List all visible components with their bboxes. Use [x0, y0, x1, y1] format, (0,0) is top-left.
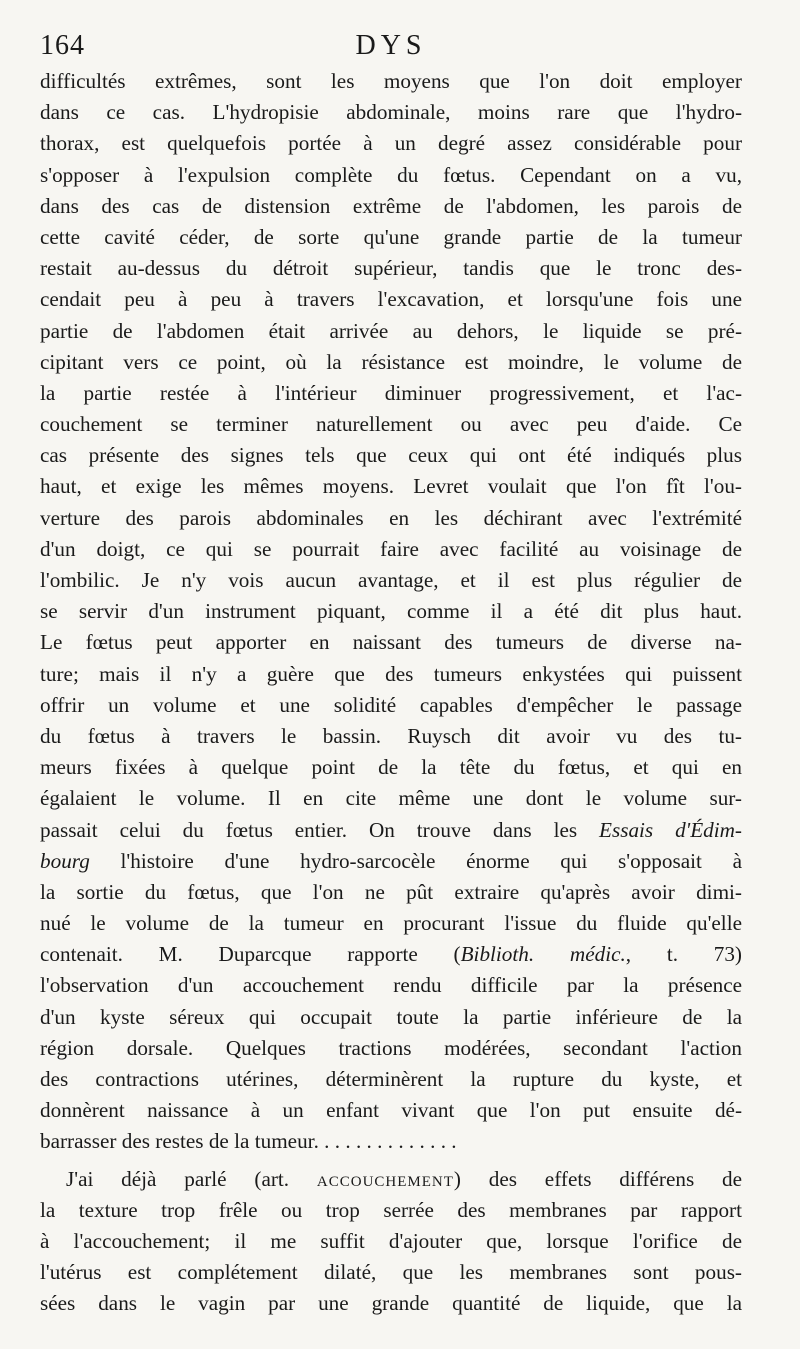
text-line: verture des parois abdominales en les déchirant avec l'extrémité: [40, 505, 742, 530]
text-line: bourg l'histoire d'une hydro-sarcocèle énorme qui s'opposait à: [40, 848, 742, 873]
text-line: à l'accouchement; il me suffit d'ajouter que, lorsque l'orifice de: [40, 1228, 742, 1253]
text-line: J'ai déjà parlé (art. accouchement) des effets différens de: [66, 1166, 742, 1191]
text-line: restait au-dessus du détroit supérieur, tandis que le tronc des-: [40, 256, 742, 281]
text-line: d'un doigt, ce qui se pourrait faire avec facilité au voisinage de: [40, 536, 742, 561]
text-line: s'opposer à l'expulsion complète du fœtus. Cependant on a vu,: [40, 162, 742, 187]
text-line: Le fœtus peut apporter en naissant des tumeurs de diverse na-: [40, 630, 742, 655]
text-line: difficultés extrêmes, sont les moyens que l'on doit employer: [40, 69, 742, 93]
text-line: l'ombilic. Je n'y vois aucun avantage, et il est plus régulier de: [40, 568, 742, 592]
text-line: la sortie du fœtus, que l'on ne pût extraire qu'après avoir dimi-: [40, 879, 742, 904]
italic-text: Essais d'Édim-: [599, 817, 742, 842]
text-line: l'utérus est complétement dilaté, que les membranes sont pous-: [40, 1260, 742, 1285]
text-line: égalaient le volume. Il en cite même une dont le volume sur-: [40, 786, 742, 811]
text-line: haut, et exige les mêmes moyens. Levret voulait que l'on fît l'ou-: [40, 474, 742, 499]
italic-text: Biblioth. médic.: [460, 942, 626, 967]
text-line: ture; mais il n'y a guère que des tumeurs enkystées qui puissent: [40, 661, 742, 686]
text-line: cipitant vers ce point, où la résistance est moindre, le volume de: [40, 349, 742, 374]
text-line: dans des cas de distension extrême de l'abdomen, les parois de: [40, 193, 742, 218]
text-line: se servir d'un instrument piquant, comme il a été dit plus haut.: [40, 599, 742, 624]
running-head: DYS: [355, 30, 427, 61]
text-line: meurs fixées à quelque point de la tête du fœtus, et qui en: [40, 755, 742, 780]
paragraph-2: [40, 1164, 742, 1320]
text-line: l'observation d'un accouchement rendu difficile par la présence: [40, 973, 742, 998]
text-line: barrasser des restes de la tumeur. . . . . . . . . . . . . .: [40, 1129, 457, 1154]
text-line: sées dans le vagin par une grande quantité de liquide, que la: [40, 1291, 742, 1316]
paragraph-1: [40, 66, 742, 1158]
text-line: partie de l'abdomen était arrivée au dehors, le liquide se pré-: [40, 318, 742, 343]
text-line: du fœtus à travers le bassin. Ruysch dit avoir vu des tu-: [40, 723, 742, 748]
text-line: donnèrent naissance à un enfant vivant que l'on put ensuite dé-: [40, 1098, 742, 1123]
page-number: 164: [40, 30, 85, 61]
text-line: d'un kyste séreux qui occupait toute la partie inférieure de la: [40, 1004, 742, 1029]
text-line: la partie restée à l'intérieur diminuer progressivement, et l'ac-: [40, 380, 742, 405]
page-body: [40, 66, 742, 1320]
cross-reference: accouchement: [316, 1166, 454, 1191]
text-line: thorax, est quelquefois portée à un degré assez considérable pour: [40, 131, 742, 156]
text-line: offrir un volume et une solidité capables d'empêcher le passage: [40, 692, 742, 717]
text-line: cendait peu à peu à travers l'excavation, et lorsqu'une fois une: [40, 287, 742, 312]
text-line: passait celui du fœtus entier. On trouve dans les Essais d'Édim-: [40, 817, 742, 842]
text-line: la texture trop frêle ou trop serrée des membranes par rapport: [40, 1197, 742, 1222]
text-line: nué le volume de la tumeur en procurant l'issue du fluide qu'elle: [40, 911, 742, 936]
text-line: des contractions utérines, déterminèrent la rupture du kyste, et: [40, 1067, 742, 1091]
text-line: cas présente des signes tels que ceux qui ont été indiqués plus: [40, 443, 742, 468]
text-line: région dorsale. Quelques tractions modérées, secondant l'action: [40, 1035, 742, 1060]
text-line: dans ce cas. L'hydropisie abdominale, moins rare que l'hydro-: [40, 100, 742, 125]
text-line: couchement se terminer naturellement ou avec peu d'aide. Ce: [40, 412, 742, 437]
italic-text: bourg: [40, 848, 90, 873]
text-line: contenait. M. Duparcque rapporte (Biblioth. médic., t. 73): [40, 942, 742, 967]
text-line: cette cavité céder, de sorte qu'une grande partie de la tumeur: [40, 224, 742, 249]
page-header: [40, 30, 742, 66]
